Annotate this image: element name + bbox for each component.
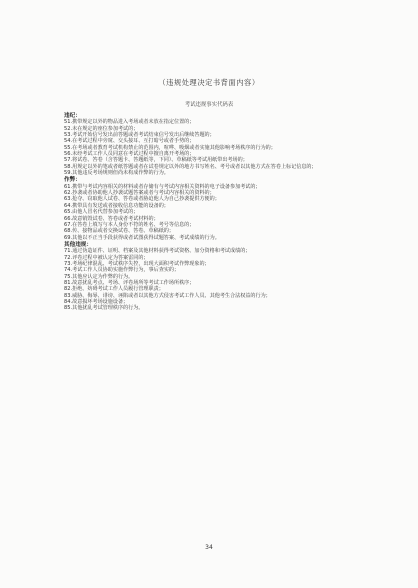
list-item: 71.通过伪造证件、证明、档案及其他材料获得考试资格、加分资格和考试成绩的； — [64, 248, 251, 255]
list-item: 59.其他违反考场规则但尚未构成作弊的行为。 — [64, 170, 169, 177]
list-item: 82.拒绝、妨碍考试工作人员履行管理职责； — [64, 286, 164, 293]
list-item: 51.携带规定以外的物品进入考场或者未放在指定位置的； — [64, 119, 195, 126]
section-title-discipline: 违纪： — [64, 113, 81, 119]
list-item: 83.威胁、侮辱、诽谤、诬陷或者以其他方式侵害考试工作人员、其他考生合法权益的行为； — [64, 292, 271, 299]
list-item: 68.传、接物品或者交换试卷、答卷、草稿纸的； — [64, 228, 174, 235]
list-item: 56.未经考试工作人员同意在考试过程中擅自离开考场的； — [64, 151, 195, 158]
code-table-title: 考试违规事实代码表 — [184, 102, 234, 108]
list-item: 63.抢夺、窃取他人试卷、答卷或者胁迫他人为自己抄袭提供方便的； — [64, 196, 220, 203]
violation-code-list — [64, 112, 356, 312]
list-item: 84.故意损坏考场设施设备； — [64, 298, 129, 305]
list-item: 74.考试工作人员协助实施作弊行为，事后查实的； — [64, 267, 180, 274]
list-item: 64.携带具有发送或者接收信息功能的设备的； — [64, 202, 169, 209]
list-item: 67.在答卷上填写与本人身份不符的姓名、考号等信息的； — [64, 221, 195, 228]
list-item: 81.故意扰乱考点、考场、评卷场所等考试工作场所秩序； — [64, 279, 195, 286]
list-item: 75.其他应认定为作弊的行为。 — [64, 273, 134, 280]
list-item: 61.携带与考试内容相关的材料或者存储有与考试内容相关资料的电子设备参加考试的； — [64, 183, 261, 190]
list-item: 52.未在规定的座位参加考试的； — [64, 125, 139, 132]
page-number: 34 — [205, 544, 213, 551]
list-item: 73.考场纪律混乱、考试秩序失控，出现大面积考试作弊现象的； — [64, 260, 210, 267]
list-item: 66.故意销毁试卷、答卷或者考试材料的； — [64, 215, 159, 222]
list-item: 58.用规定以外的笔或者纸答题或者在试卷规定以外的地方书写姓名、考号或者以其他方式在答卷上标记信息的； — [64, 163, 317, 170]
list-item: 72.评卷过程中被认定为答案雷同的； — [64, 254, 149, 261]
document-heading: （违规处理决定书背面内容） — [158, 78, 260, 87]
list-item: 65.由他人冒名代替参加考试的； — [64, 209, 139, 216]
list-item: 54.在考试过程中旁窥、交头接耳、互打暗号或者手势的； — [64, 138, 195, 145]
list-item: 57.将试卷、答卷（含答题卡、答题纸等，下同）、草稿纸等考试用纸带出考场的； — [64, 157, 248, 164]
list-item: 53.考试开始信号发出前答题或者考试结束信号发出后继续答题的； — [64, 132, 215, 139]
section-title-other-violations: 其他违规： — [64, 241, 92, 248]
list-item: 55.在考场或者教育考试机构禁止的范围内，喧哗、吸烟或者实施其他影响考场秩序的行为的； — [64, 144, 276, 151]
list-item: 85.其他扰乱考试管理秩序的行为。 — [64, 305, 144, 312]
section-title-cheating: 作弊： — [64, 177, 81, 184]
list-item: 62.抄袭或者协助他人抄袭试题答案或者与考试内容相关的资料的； — [64, 190, 215, 197]
list-item: 69.其他以不正当手段获得或者试图获得试题答案、考试成绩的行为。 — [64, 234, 220, 241]
